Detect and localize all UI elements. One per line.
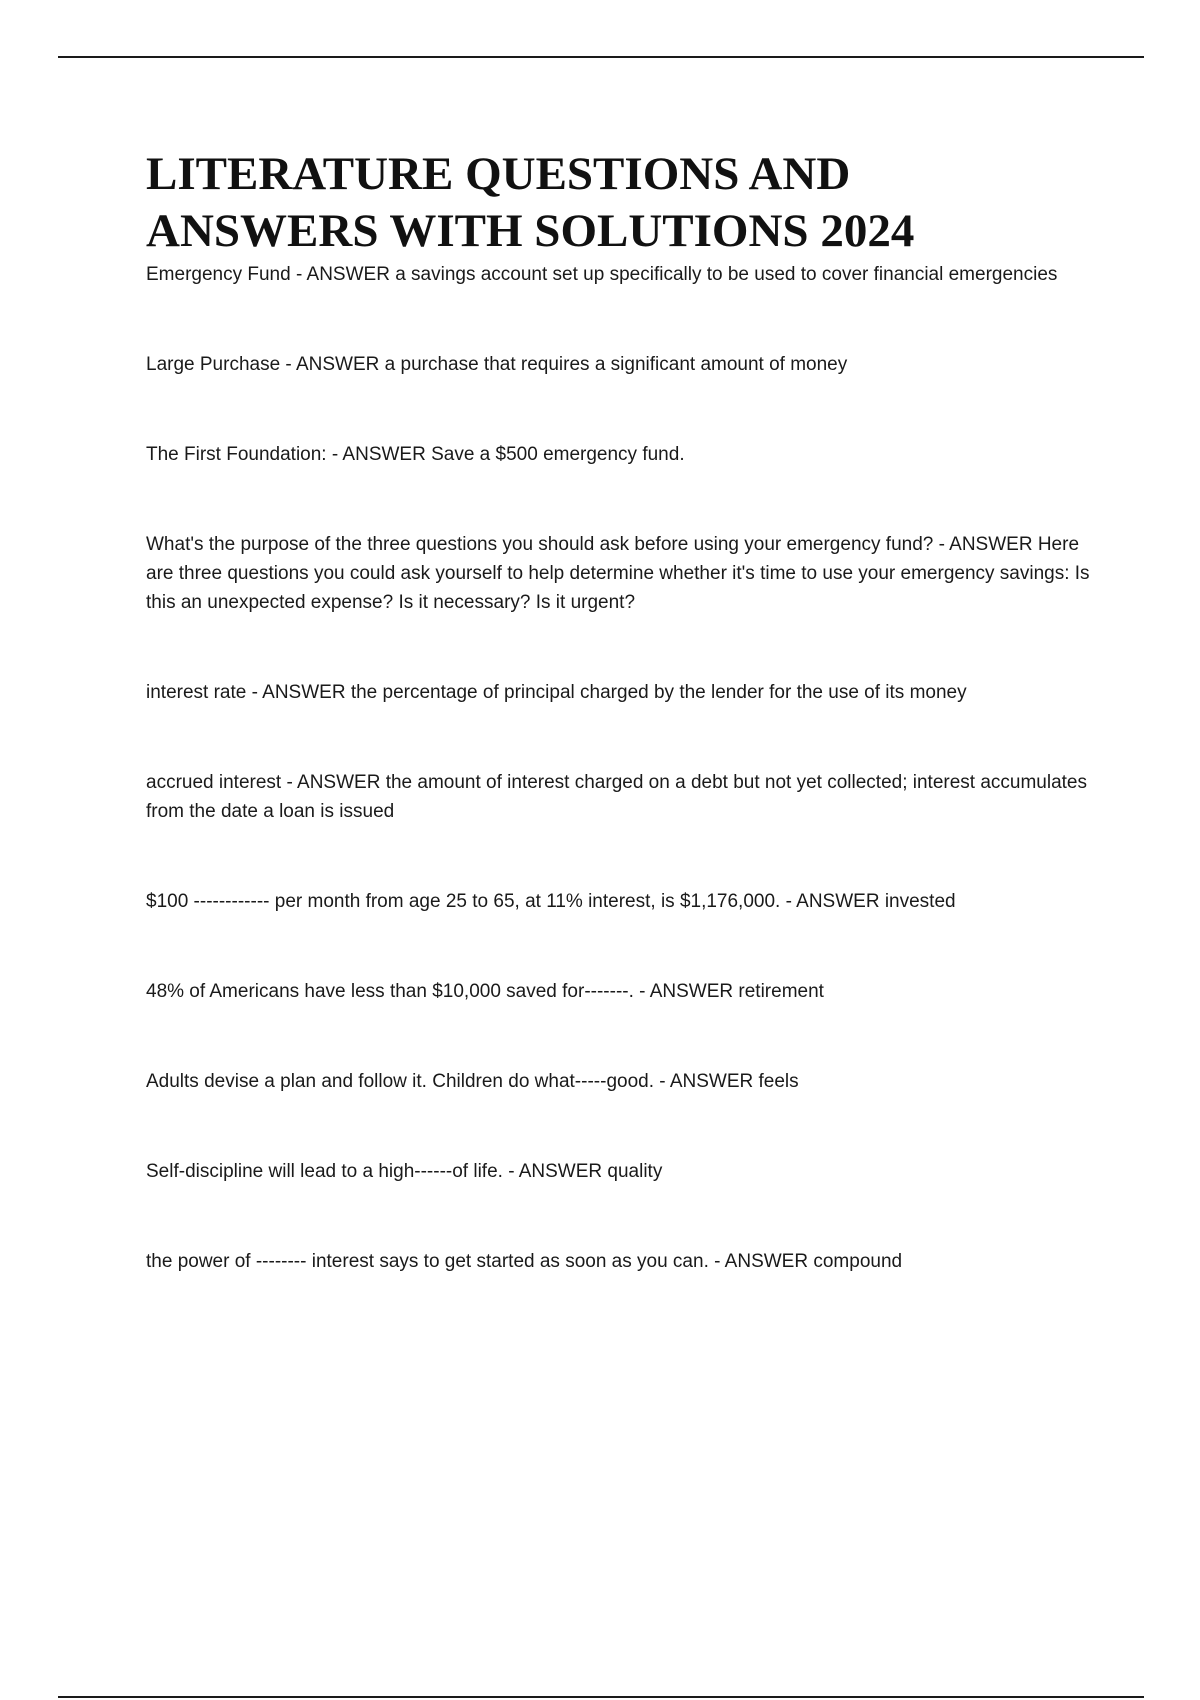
- qa-item: the power of -------- interest says to get started as soon as you can. - ANSWER compound: [146, 1251, 903, 1272]
- qa-item: Large Purchase - ANSWER a purchase that requires a significant amount of money: [146, 354, 848, 375]
- bottom-rule: [58, 1696, 1144, 1698]
- qa-item: 48% of Americans have less than $10,000 saved for-------. - ANSWER retirement: [146, 981, 824, 1002]
- qa-item: Emergency Fund - ANSWER a savings account set up specifically to be used to cover financial emergencies: [146, 264, 1058, 285]
- document-title: [146, 146, 1106, 260]
- title-line-1: LITERATURE QUESTIONS AND: [146, 148, 851, 200]
- qa-item: Adults devise a plan and follow it. Children do what-----good. - ANSWER feels: [146, 1071, 799, 1092]
- qa-item: What's the purpose of the three questions you should ask before using your emergency fund? - ANSWER Here are three questions you could ask yourself to help determine whether it's time to use your emergency savings: Is this an unexpected expense? Is it necessary? Is it urgent?: [146, 534, 1090, 613]
- document-body: [146, 146, 1106, 1337]
- title-line-2: ANSWERS WITH SOLUTIONS 2024: [146, 205, 915, 257]
- qa-item: $100 ------------ per month from age 25 to 65, at 11% interest, is $1,176,000. - ANSWER invested: [146, 891, 956, 912]
- qa-item: accrued interest - ANSWER the amount of interest charged on a debt but not yet collected; interest accumulates from the date a loan is issued: [146, 772, 1088, 822]
- qa-item: Self-discipline will lead to a high------of life. - ANSWER quality: [146, 1161, 663, 1182]
- qa-item: The First Foundation: - ANSWER Save a $500 emergency fund.: [146, 444, 685, 465]
- qa-list: [146, 260, 1106, 1276]
- top-rule: [58, 56, 1144, 58]
- qa-item: interest rate - ANSWER the percentage of principal charged by the lender for the use of its money: [146, 682, 967, 703]
